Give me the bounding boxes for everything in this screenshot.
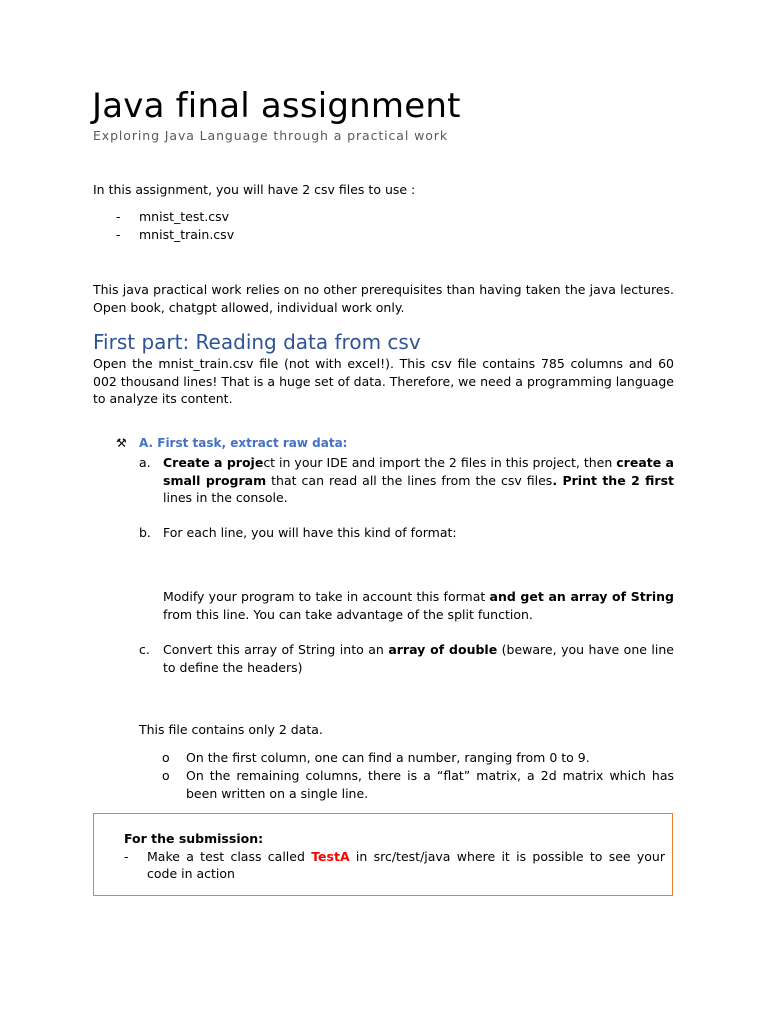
file-list-item <box>116 227 234 242</box>
submission-item <box>124 848 665 882</box>
document-subtitle: Exploring Java Language through a practical work <box>93 128 448 143</box>
section-heading: First part: Reading data from csv <box>93 330 421 354</box>
item-text: Modify your program to take in account this format and get an array of String from this line. You can take advantage of the split function. <box>163 589 674 622</box>
dash-marker: - <box>116 209 121 224</box>
submission-box <box>93 813 673 896</box>
item-label: a. <box>139 455 151 470</box>
intro-paragraph: In this assignment, you will have 2 csv files to use : <box>93 182 416 197</box>
dash-marker: - <box>116 227 121 242</box>
bullet-text: On the first column, one can find a number, ranging from 0 to 9. <box>186 750 590 765</box>
data-description: This file contains only 2 data. <box>139 722 323 737</box>
class-name-highlight: TestA <box>311 849 350 864</box>
item-text: Create a project in your IDE and import the 2 files in this project, then create a small program that can read all the lines from the csv files. Print the 2 first lines in the console. <box>163 455 674 506</box>
dash-marker: - <box>124 849 129 864</box>
section-paragraph: Open the mnist_train.csv file (not with excel!). This csv file contains 785 columns and 60 002 thousand lines! That is a huge set of data. Therefore, we need a programming language to analyze its content. <box>93 356 674 407</box>
document-title: Java final assignment <box>92 86 461 126</box>
bullet-marker: o <box>162 768 170 783</box>
hammer-pick-icon: ⚒ <box>116 436 127 450</box>
file-name: mnist_train.csv <box>139 227 235 242</box>
task-item-b <box>139 524 674 542</box>
bullet-item <box>162 767 674 802</box>
bullet-marker: o <box>162 750 170 765</box>
task-heading <box>116 436 347 450</box>
file-list-item <box>116 209 229 224</box>
submission-heading: For the submission: <box>124 831 264 846</box>
item-text: For each line, you will have this kind of format: <box>163 525 457 540</box>
task-item-a <box>139 454 674 507</box>
submission-text: Make a test class called TestA in src/test/java where it is possible to see your code in action <box>147 849 665 881</box>
item-label: c. <box>139 642 150 657</box>
prerequisites-paragraph: This java practical work relies on no other prerequisites than having taken the java lectures. Open book, chatgpt allowed, individual work only. <box>93 282 674 315</box>
task-item-b-continued <box>139 588 674 623</box>
bullet-item <box>162 749 674 767</box>
bullet-text: On the remaining columns, there is a “flat” matrix, a 2d matrix which has been written on a single line. <box>186 768 674 801</box>
task-heading-text: A. First task, extract raw data: <box>139 436 348 450</box>
file-name: mnist_test.csv <box>139 209 229 224</box>
task-item-c <box>139 641 674 676</box>
item-label: b. <box>139 525 151 540</box>
item-text: Convert this array of String into an array of double (beware, you have one line to define the headers) <box>163 642 674 675</box>
